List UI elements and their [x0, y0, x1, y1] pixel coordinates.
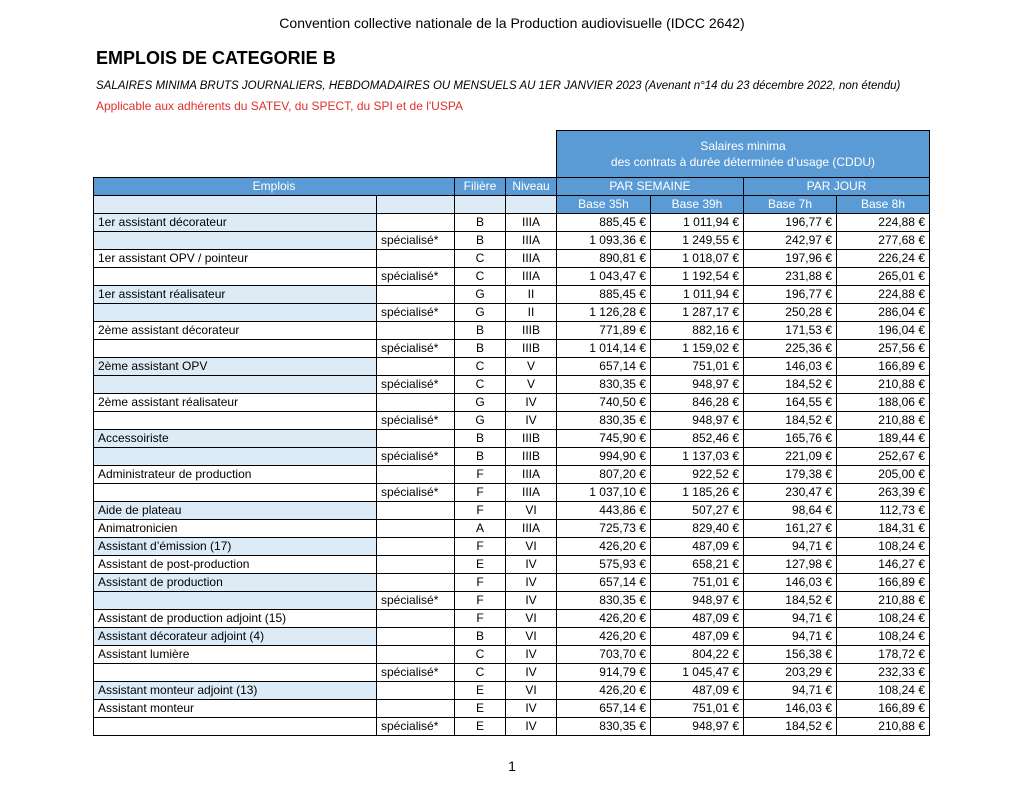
base-7h-cell: 94,71 € [744, 538, 837, 556]
emploi-cell: Assistant monteur adjoint (13) [94, 682, 377, 700]
base-7h-cell: 161,27 € [744, 520, 837, 538]
base-8h-cell: 210,88 € [837, 592, 930, 610]
base-8h-cell: 210,88 € [837, 376, 930, 394]
table-row [94, 466, 930, 484]
emploi-cell [94, 412, 377, 430]
table-row [94, 646, 930, 664]
base-39h-cell: 658,21 € [651, 556, 744, 574]
base-35h-cell: 885,45 € [557, 214, 651, 232]
base-39h-cell: 751,01 € [651, 574, 744, 592]
filiere-cell: F [455, 592, 506, 610]
table-row [94, 700, 930, 718]
table-row [94, 340, 930, 358]
filiere-cell: C [455, 646, 506, 664]
table-row [94, 538, 930, 556]
table-row [94, 322, 930, 340]
niveau-cell: VI [506, 610, 557, 628]
base-35h-cell: 575,93 € [557, 556, 651, 574]
specialise-cell [377, 502, 455, 520]
base-7h-cell: 94,71 € [744, 628, 837, 646]
base-8h-cell: 196,04 € [837, 322, 930, 340]
niveau-cell: II [506, 304, 557, 322]
filiere-cell: B [455, 448, 506, 466]
table-row [94, 610, 930, 628]
filiere-cell: E [455, 700, 506, 718]
base-7h-cell: 230,47 € [744, 484, 837, 502]
filiere-cell: B [455, 322, 506, 340]
table-row [94, 502, 930, 520]
filiere-cell: B [455, 232, 506, 250]
table-row [94, 592, 930, 610]
base-7h-cell: 184,52 € [744, 592, 837, 610]
base-39h-cell: 487,09 € [651, 538, 744, 556]
base-7h-cell: 196,77 € [744, 214, 837, 232]
base-35h-cell: 426,20 € [557, 538, 651, 556]
specialise-cell: spécialisé* [377, 232, 455, 250]
table-row [94, 718, 930, 736]
table-row [94, 448, 930, 466]
specialise-cell [377, 556, 455, 574]
emploi-cell: 2ème assistant décorateur [94, 322, 377, 340]
emploi-cell [94, 304, 377, 322]
filiere-cell: A [455, 520, 506, 538]
base-7h-cell: 164,55 € [744, 394, 837, 412]
specialise-cell: spécialisé* [377, 664, 455, 682]
niveau-cell: IV [506, 412, 557, 430]
emploi-cell [94, 664, 377, 682]
base-8h-cell: 108,24 € [837, 610, 930, 628]
filiere-cell: B [455, 214, 506, 232]
column-header-base-7h: Base 7h [744, 196, 837, 214]
niveau-cell: IIIA [506, 232, 557, 250]
base-8h-cell: 189,44 € [837, 430, 930, 448]
specialise-cell [377, 700, 455, 718]
base-8h-cell: 224,88 € [837, 214, 930, 232]
emploi-cell: Assistant lumière [94, 646, 377, 664]
base-39h-cell: 507,27 € [651, 502, 744, 520]
base-8h-cell: 188,06 € [837, 394, 930, 412]
base-35h-cell: 426,20 € [557, 610, 651, 628]
column-header-filiere: Filière [455, 178, 506, 196]
base-39h-cell: 1 249,55 € [651, 232, 744, 250]
table-row [94, 574, 930, 592]
column-header-base-39h: Base 39h [651, 196, 744, 214]
specialise-cell: spécialisé* [377, 448, 455, 466]
niveau-cell: VI [506, 682, 557, 700]
specialise-cell [377, 466, 455, 484]
base-35h-cell: 830,35 € [557, 592, 651, 610]
base-39h-cell: 804,22 € [651, 646, 744, 664]
base-8h-cell: 210,88 € [837, 412, 930, 430]
base-35h-cell: 1 037,10 € [557, 484, 651, 502]
base-35h-cell: 657,14 € [557, 358, 651, 376]
base-8h-cell: 178,72 € [837, 646, 930, 664]
emploi-cell: Aide de plateau [94, 502, 377, 520]
emploi-cell: 1er assistant OPV / pointeur [94, 250, 377, 268]
table-row [94, 556, 930, 574]
specialise-cell [377, 286, 455, 304]
base-39h-cell: 487,09 € [651, 628, 744, 646]
section-title: EMPLOIS DE CATEGORIE B [96, 48, 336, 68]
niveau-cell: VI [506, 538, 557, 556]
niveau-cell: VI [506, 502, 557, 520]
niveau-cell: IIIB [506, 430, 557, 448]
specialise-cell [377, 322, 455, 340]
table-row [94, 430, 930, 448]
base-35h-cell: 890,81 € [557, 250, 651, 268]
emploi-cell: Assistant monteur [94, 700, 377, 718]
emploi-cell: Animatronicien [94, 520, 377, 538]
base-7h-cell: 127,98 € [744, 556, 837, 574]
table-row [94, 628, 930, 646]
filiere-cell: F [455, 574, 506, 592]
base-35h-cell: 745,90 € [557, 430, 651, 448]
emploi-cell [94, 268, 377, 286]
niveau-cell: IIIA [506, 520, 557, 538]
niveau-cell: IV [506, 574, 557, 592]
filiere-cell: C [455, 664, 506, 682]
base-8h-cell: 166,89 € [837, 574, 930, 592]
filiere-cell: F [455, 502, 506, 520]
base-7h-cell: 225,36 € [744, 340, 837, 358]
specialise-cell [377, 574, 455, 592]
base-7h-cell: 94,71 € [744, 682, 837, 700]
salary-table [93, 130, 930, 736]
base-35h-cell: 830,35 € [557, 376, 651, 394]
emploi-cell: Assistant de post-production [94, 556, 377, 574]
base-35h-cell: 885,45 € [557, 286, 651, 304]
base-7h-cell: 196,77 € [744, 286, 837, 304]
table-row [94, 232, 930, 250]
filiere-cell: E [455, 718, 506, 736]
filiere-cell: G [455, 286, 506, 304]
base-35h-cell: 1 126,28 € [557, 304, 651, 322]
emploi-cell: 2ème assistant réalisateur [94, 394, 377, 412]
niveau-cell: IV [506, 646, 557, 664]
cddu-main-header: Salaires minima des contrats à durée déterminée d’usage (CDDU) [557, 131, 930, 178]
filiere-cell: C [455, 358, 506, 376]
emploi-cell: 2ème assistant OPV [94, 358, 377, 376]
group-header-jour: PAR JOUR [744, 178, 930, 196]
emploi-cell [94, 448, 377, 466]
filiere-cell: G [455, 304, 506, 322]
emploi-cell: 1er assistant décorateur [94, 214, 377, 232]
base-7h-cell: 179,38 € [744, 466, 837, 484]
specialise-cell [377, 628, 455, 646]
base-39h-cell: 852,46 € [651, 430, 744, 448]
column-header-base-8h: Base 8h [837, 196, 930, 214]
base-39h-cell: 882,16 € [651, 322, 744, 340]
base-8h-cell: 265,01 € [837, 268, 930, 286]
base-8h-cell: 108,24 € [837, 628, 930, 646]
niveau-cell: IIIA [506, 214, 557, 232]
base-35h-cell: 740,50 € [557, 394, 651, 412]
specialise-cell: spécialisé* [377, 718, 455, 736]
column-header-base-35h: Base 35h [557, 196, 651, 214]
table-row [94, 250, 930, 268]
base-39h-cell: 1 018,07 € [651, 250, 744, 268]
base-7h-cell: 171,53 € [744, 322, 837, 340]
base-35h-cell: 830,35 € [557, 412, 651, 430]
niveau-cell: IV [506, 700, 557, 718]
group-header-semaine: PAR SEMAINE [557, 178, 744, 196]
niveau-cell: IIIA [506, 268, 557, 286]
table-row [94, 394, 930, 412]
base-39h-cell: 948,97 € [651, 376, 744, 394]
base-8h-cell: 257,56 € [837, 340, 930, 358]
table-row [94, 520, 930, 538]
specialise-cell: spécialisé* [377, 376, 455, 394]
base-8h-cell: 146,27 € [837, 556, 930, 574]
niveau-cell: IV [506, 592, 557, 610]
niveau-cell: IIIB [506, 340, 557, 358]
base-39h-cell: 487,09 € [651, 610, 744, 628]
base-39h-cell: 487,09 € [651, 682, 744, 700]
niveau-cell: IIIB [506, 448, 557, 466]
document-header: Convention collective nationale de la Production audiovisuelle (IDCC 2642) [279, 15, 745, 31]
emploi-cell [94, 232, 377, 250]
base-35h-cell: 725,73 € [557, 520, 651, 538]
specialise-cell: spécialisé* [377, 268, 455, 286]
adherents-notice: Applicable aux adhérents du SATEV, du SPECT, du SPI et de l'USPA [96, 99, 463, 113]
niveau-cell: IV [506, 664, 557, 682]
table-row [94, 484, 930, 502]
base-39h-cell: 846,28 € [651, 394, 744, 412]
base-35h-cell: 994,90 € [557, 448, 651, 466]
base-35h-cell: 657,14 € [557, 700, 651, 718]
specialise-cell [377, 520, 455, 538]
base-7h-cell: 165,76 € [744, 430, 837, 448]
emploi-cell [94, 718, 377, 736]
base-35h-cell: 1 043,47 € [557, 268, 651, 286]
emploi-cell [94, 340, 377, 358]
base-35h-cell: 914,79 € [557, 664, 651, 682]
base-8h-cell: 108,24 € [837, 538, 930, 556]
specialise-cell [377, 214, 455, 232]
table-row [94, 286, 930, 304]
specialise-cell: spécialisé* [377, 304, 455, 322]
base-8h-cell: 232,33 € [837, 664, 930, 682]
emploi-cell: Administrateur de production [94, 466, 377, 484]
base-39h-cell: 1 159,02 € [651, 340, 744, 358]
emploi-cell: Assistant de production adjoint (15) [94, 610, 377, 628]
base-7h-cell: 203,29 € [744, 664, 837, 682]
base-39h-cell: 1 011,94 € [651, 214, 744, 232]
base-8h-cell: 205,00 € [837, 466, 930, 484]
filiere-cell: E [455, 556, 506, 574]
specialise-cell [377, 358, 455, 376]
niveau-cell: IV [506, 394, 557, 412]
base-8h-cell: 184,31 € [837, 520, 930, 538]
base-7h-cell: 242,97 € [744, 232, 837, 250]
table-row [94, 664, 930, 682]
specialise-cell [377, 646, 455, 664]
base-39h-cell: 1 045,47 € [651, 664, 744, 682]
specialise-cell: spécialisé* [377, 412, 455, 430]
filiere-cell: F [455, 610, 506, 628]
table-row [94, 376, 930, 394]
base-7h-cell: 221,09 € [744, 448, 837, 466]
table-row [94, 214, 930, 232]
base-35h-cell: 703,70 € [557, 646, 651, 664]
base-8h-cell: 226,24 € [837, 250, 930, 268]
base-35h-cell: 771,89 € [557, 322, 651, 340]
niveau-cell: IIIA [506, 484, 557, 502]
niveau-cell: V [506, 376, 557, 394]
base-39h-cell: 1 185,26 € [651, 484, 744, 502]
base-39h-cell: 1 192,54 € [651, 268, 744, 286]
base-8h-cell: 112,73 € [837, 502, 930, 520]
base-7h-cell: 184,52 € [744, 376, 837, 394]
filiere-cell: F [455, 484, 506, 502]
table-row [94, 682, 930, 700]
specialise-cell [377, 682, 455, 700]
base-35h-cell: 443,86 € [557, 502, 651, 520]
filiere-cell: B [455, 628, 506, 646]
base-39h-cell: 829,40 € [651, 520, 744, 538]
emploi-cell: Accessoiriste [94, 430, 377, 448]
niveau-cell: IIIA [506, 250, 557, 268]
base-8h-cell: 108,24 € [837, 682, 930, 700]
niveau-cell: IV [506, 718, 557, 736]
emploi-cell [94, 592, 377, 610]
table-row [94, 358, 930, 376]
base-35h-cell: 426,20 € [557, 682, 651, 700]
emploi-cell [94, 484, 377, 502]
niveau-cell: II [506, 286, 557, 304]
base-7h-cell: 146,03 € [744, 358, 837, 376]
page-number: 1 [508, 758, 516, 774]
specialise-cell [377, 538, 455, 556]
base-8h-cell: 252,67 € [837, 448, 930, 466]
base-7h-cell: 197,96 € [744, 250, 837, 268]
filiere-cell: C [455, 376, 506, 394]
base-7h-cell: 94,71 € [744, 610, 837, 628]
specialise-cell [377, 250, 455, 268]
base-7h-cell: 98,64 € [744, 502, 837, 520]
base-7h-cell: 250,28 € [744, 304, 837, 322]
niveau-cell: VI [506, 628, 557, 646]
base-8h-cell: 277,68 € [837, 232, 930, 250]
base-39h-cell: 948,97 € [651, 592, 744, 610]
base-7h-cell: 156,38 € [744, 646, 837, 664]
base-39h-cell: 1 287,17 € [651, 304, 744, 322]
emploi-cell: Assistant d’émission (17) [94, 538, 377, 556]
emploi-cell: 1er assistant réalisateur [94, 286, 377, 304]
base-8h-cell: 286,04 € [837, 304, 930, 322]
base-8h-cell: 224,88 € [837, 286, 930, 304]
base-39h-cell: 948,97 € [651, 718, 744, 736]
specialise-cell [377, 394, 455, 412]
specialise-cell [377, 430, 455, 448]
base-8h-cell: 166,89 € [837, 358, 930, 376]
base-35h-cell: 1 093,36 € [557, 232, 651, 250]
filiere-cell: B [455, 340, 506, 358]
filiere-cell: G [455, 412, 506, 430]
niveau-cell: IIIB [506, 322, 557, 340]
filiere-cell: B [455, 430, 506, 448]
base-8h-cell: 210,88 € [837, 718, 930, 736]
base-35h-cell: 807,20 € [557, 466, 651, 484]
filiere-cell: C [455, 250, 506, 268]
base-8h-cell: 166,89 € [837, 700, 930, 718]
niveau-cell: V [506, 358, 557, 376]
table-row [94, 412, 930, 430]
filiere-cell: G [455, 394, 506, 412]
base-39h-cell: 751,01 € [651, 700, 744, 718]
subtitle: SALAIRES MINIMA BRUTS JOURNALIERS, HEBDOMADAIRES OU MENSUELS AU 1ER JANVIER 2023 (Avenant n°14 du 23 décembre 2022, non étendu) [96, 80, 901, 92]
table-row [94, 268, 930, 286]
base-7h-cell: 146,03 € [744, 700, 837, 718]
base-35h-cell: 426,20 € [557, 628, 651, 646]
base-7h-cell: 146,03 € [744, 574, 837, 592]
base-39h-cell: 1 011,94 € [651, 286, 744, 304]
filiere-cell: C [455, 268, 506, 286]
base-7h-cell: 184,52 € [744, 718, 837, 736]
table-row [94, 304, 930, 322]
specialise-cell: spécialisé* [377, 592, 455, 610]
column-header-emplois: Emplois [94, 178, 455, 196]
base-7h-cell: 184,52 € [744, 412, 837, 430]
base-35h-cell: 657,14 € [557, 574, 651, 592]
specialise-cell: spécialisé* [377, 340, 455, 358]
specialise-cell: spécialisé* [377, 484, 455, 502]
base-8h-cell: 263,39 € [837, 484, 930, 502]
base-39h-cell: 948,97 € [651, 412, 744, 430]
base-39h-cell: 751,01 € [651, 358, 744, 376]
column-header-niveau: Niveau [506, 178, 557, 196]
base-35h-cell: 1 014,14 € [557, 340, 651, 358]
emploi-cell: Assistant décorateur adjoint (4) [94, 628, 377, 646]
filiere-cell: F [455, 466, 506, 484]
emploi-cell: Assistant de production [94, 574, 377, 592]
niveau-cell: IIIA [506, 466, 557, 484]
filiere-cell: E [455, 682, 506, 700]
salary-table-body [94, 214, 930, 736]
emploi-cell [94, 376, 377, 394]
filiere-cell: F [455, 538, 506, 556]
base-39h-cell: 1 137,03 € [651, 448, 744, 466]
specialise-cell [377, 610, 455, 628]
niveau-cell: IV [506, 556, 557, 574]
base-7h-cell: 231,88 € [744, 268, 837, 286]
base-39h-cell: 922,52 € [651, 466, 744, 484]
base-35h-cell: 830,35 € [557, 718, 651, 736]
